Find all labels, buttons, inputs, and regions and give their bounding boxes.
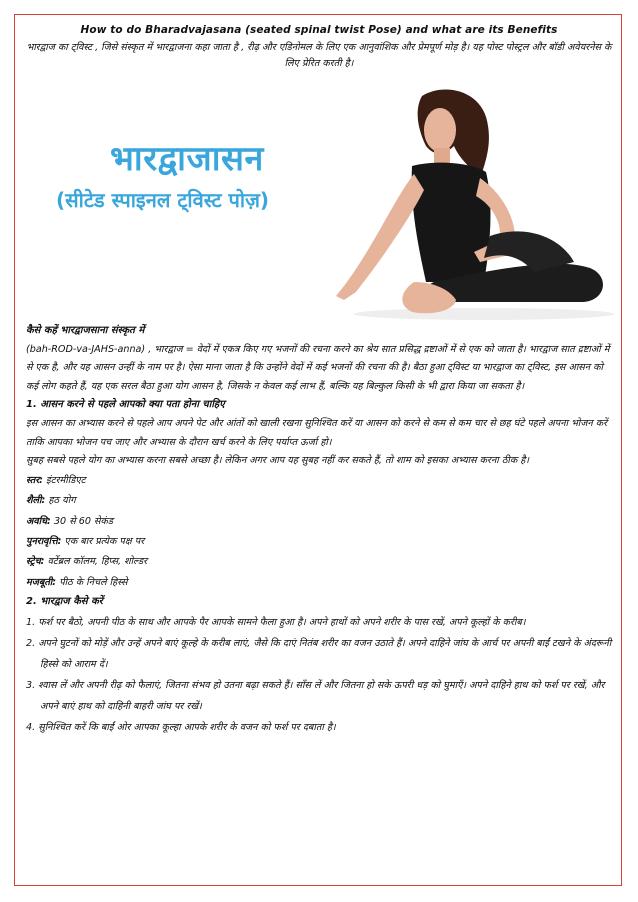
detail-value: वर्टेब्रल कॉलम, हिप्स, शोल्डर	[47, 556, 147, 568]
detail-duration	[26, 512, 612, 532]
sanskrit-heading: कैसे कहें भारद्वाजसाना संस्कृत में	[26, 325, 145, 336]
list-item: 3. श्वास लें और अपनी रीढ़ को फैलाएं, जितना संभव हो उतना बढ़ा सकते हैं। साँस लें और जितना हो सके ऊपरी धड़ को घुमाएँ। अपने दाहिने हाथ को फर्श पर रखें, और अपने बाएं हाथ को दाहिनी बाहरी जांघ पर रखें।	[26, 679, 605, 712]
section1-paragraph-1: इस आसन का अभ्यास करने से पहले आप अपने पेट और आंतों को खाली रखना सुनिश्चित करें या आसन को करने से कम से कम चार से छह घंटे पहले अपना भोजन करें ताकि आपका भोजन पच जाए और अभ्यास के दौरान खर्च करने के लिए पर्याप्त ऊर्जा हो।	[26, 417, 608, 448]
sanskrit-paragraph: (bah-ROD-va-JAHS-anna) , भारद्वाज = वेदों में एकत्र किए गए भजनों की रचना करने का श्रेय सात प्रसिद्ध द्रष्टाओं में से एक को जाता है। भारद्वाज सात द्रष्टाओं में से एक है, और यह आसन उन्हीं के नाम पर है। ऐसा माना जाता है कि उन्होंने वेदों में कई भजनों की रचना की है। बैठा हुआ ट्विस्ट या भारद्वाज का ट्विस्ट, इस आसन को कई लोग कहते हैं, यह एक सरल बैठा हुआ योग आसन है, जिसके न केवल कई लाभ हैं, बल्कि यह बिल्कुल किसी के भी द्वारा किया जा सकता है।	[26, 343, 610, 392]
detail-value: पीठ के निचले हिस्से	[59, 576, 128, 588]
detail-label: स्तर:	[26, 474, 43, 486]
hero-banner	[26, 86, 612, 322]
section1-paragraph-2: सुबह सबसे पहले योग का अभ्यास करना सबसे अच्छा है। लेकिन अगर आप यह सुबह नहीं कर सकते हैं, तो शाम को इसका अभ्यास करना ठीक है।	[26, 455, 530, 467]
detail-repetition	[26, 532, 612, 552]
detail-value: हठ योग	[48, 495, 76, 507]
list-item: 4. सुनिश्चित करें कि बाईं ओर आपका कूल्हा आपके शरीर के वजन को फर्श पर दबाता है।	[26, 721, 336, 733]
document-content	[26, 24, 612, 738]
detail-label: पुनरावृत्ति:	[26, 535, 62, 547]
detail-label: मजबूती:	[26, 576, 57, 588]
detail-value: इंटरमीडिएट	[46, 474, 86, 486]
detail-level	[26, 471, 612, 491]
detail-strength	[26, 573, 612, 593]
pose-details	[26, 471, 612, 593]
detail-value: 30 से 60 सेकंड	[53, 515, 113, 527]
steps-list	[26, 612, 612, 738]
list-item: 1. फर्श पर बैठो, अपनी पीठ के साथ और आपके पैर आपके सामने फैला हुआ है। अपने हाथों को अपने शरीर के पास रखें, अपने कूल्हों के करीब।	[26, 616, 526, 628]
document-title: How to do Bharadvajasana (seated spinal twist Pose) and what are its Benefits	[80, 24, 558, 36]
detail-stretch	[26, 552, 612, 572]
yoga-pose-photo	[284, 86, 614, 322]
detail-label: स्ट्रेच:	[26, 556, 45, 568]
section1-heading: 1. आसन करने से पहले आपको क्या पता होना चाहिए	[26, 399, 225, 411]
hero-subtitle: (सीटेड स्पाइनल ट्विस्ट पोज़)	[56, 188, 270, 212]
hero-title: भारद्वाजासन	[110, 139, 264, 179]
intro-paragraph: भारद्वाज का ट्विस्ट , जिसे संस्कृत में भारद्वाजना कहा जाता है , रीढ़ और एडिनोमल के लिए एक आनुवांशिक और प्रेमपूर्ण मोड़ है। यह पोस्ट पोस्ट्रल और बॉडी अवेयरनेस के लिए प्रेरित करती है।	[26, 42, 612, 69]
detail-label: अवधि:	[26, 515, 51, 527]
detail-value: एक बार प्रत्येक पक्ष पर	[64, 535, 145, 547]
section2-heading: 2. भारद्वाज कैसे करें	[26, 596, 103, 608]
list-item: 2. अपने घुटनों को मोड़ें और उन्हें अपने बाएं कूल्हे के करीब लाएं, जैसे कि दाएं नितंब शरीर का वजन उठाते हैं। अपने दाहिने जांघ के आर्च पर अपनी बाईं टखने के अंदरूनी हिस्से को आराम दें।	[26, 637, 612, 670]
detail-style	[26, 491, 612, 511]
detail-label: शैली:	[26, 495, 46, 507]
